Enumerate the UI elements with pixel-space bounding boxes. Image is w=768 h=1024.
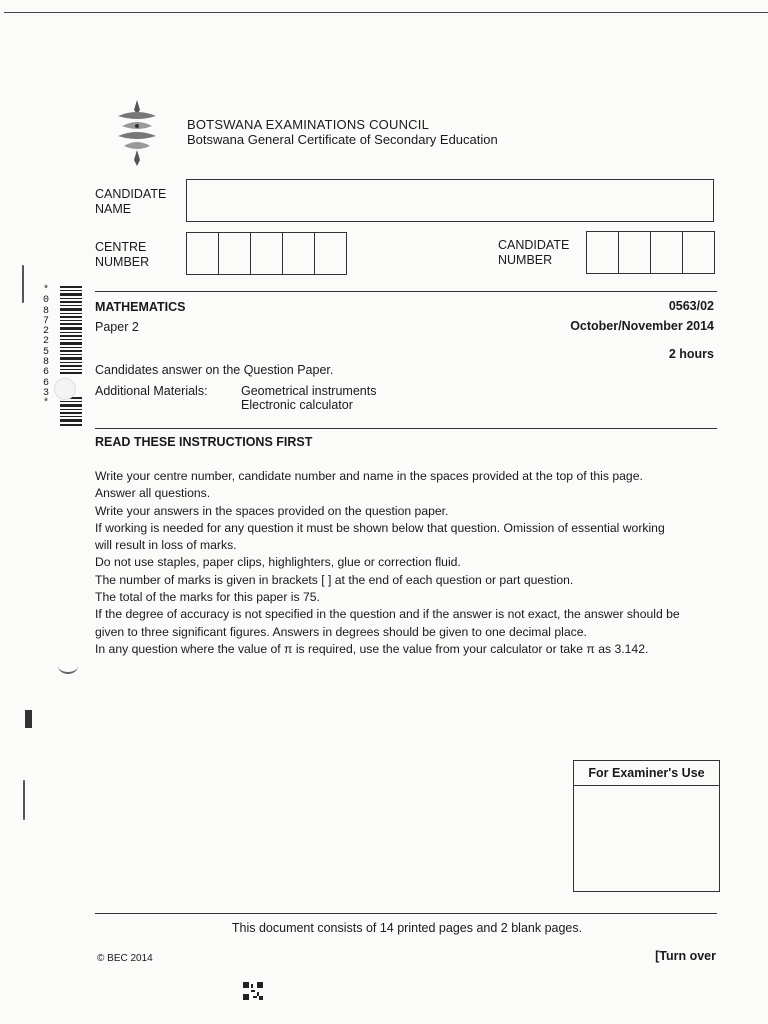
scan-mark (23, 780, 25, 820)
digit-box[interactable] (219, 233, 251, 274)
instruction-line: Write your centre number, candidate number and name in the spaces provided at the top of this page. (95, 469, 643, 483)
page-count-note: This document consists of 14 printed pages and 2 blank pages. (231, 921, 583, 935)
divider (95, 913, 717, 914)
barcode-icon (60, 286, 82, 426)
council-title: BOTSWANA EXAMINATIONS COUNCIL (187, 117, 429, 132)
subject-title: MATHEMATICS (95, 300, 186, 314)
candidate-name-field[interactable] (186, 179, 714, 222)
barcode-char: * (42, 285, 49, 296)
instruction-line: The total of the marks for this paper is 75. (95, 590, 320, 605)
digit-box[interactable] (187, 233, 219, 274)
top-edge-line (4, 12, 768, 13)
instruction-line: If working is needed for any question it must be shown below that question. Omission of essential working (95, 520, 665, 535)
instruction-line: Do not use staples, paper clips, highlighters, glue or correction fluid. (95, 555, 461, 570)
qr-code-icon (243, 982, 263, 1000)
examiner-use-box (573, 760, 720, 892)
instruction-line: will result in loss of marks. (95, 538, 237, 553)
paper-code: 0563/02 (668, 299, 714, 313)
exam-session: October/November 2014 (570, 319, 714, 333)
digit-box[interactable] (651, 232, 683, 273)
paper-number: Paper 2 (95, 320, 139, 334)
additional-material-item: Geometrical instruments (241, 384, 377, 398)
candidate-number-field[interactable] (586, 231, 715, 274)
instruction-line: Write your answers in the spaces provided on the question paper. (95, 503, 449, 518)
digit-box[interactable] (683, 232, 714, 273)
barcode-char: * (42, 398, 49, 410)
additional-materials-label: Additional Materials: (95, 384, 208, 398)
instruction-line: Answer all questions. (95, 486, 211, 501)
bec-logo-icon (114, 100, 160, 166)
barcode-char: 2 (42, 326, 49, 338)
digit-box[interactable] (587, 232, 619, 273)
exam-duration: 2 hours (668, 347, 714, 361)
certificate-title: Botswana General Certificate of Secondary Education (187, 132, 498, 147)
barcode-char: 6 (42, 377, 49, 389)
instruction-line: given to three significant figures. Answers in degrees should be given to one decimal place. (95, 624, 587, 639)
barcode-char: 5 (42, 346, 49, 358)
instruction-line: In any question where the value of π is required, use the value from your calculator or take π as 3.142. (95, 641, 649, 656)
digit-box[interactable] (315, 233, 346, 274)
candidate-number-label: CANDIDATE NUMBER (498, 238, 570, 267)
barcode-char: 7 (42, 315, 49, 327)
barcode-char: 6 (42, 367, 49, 379)
scan-mark (25, 710, 32, 728)
barcode-char: 8 (42, 357, 49, 369)
instructions-list (95, 468, 720, 658)
digit-box[interactable] (251, 233, 283, 274)
instructions-heading: READ THESE INSTRUCTIONS FIRST (95, 435, 313, 449)
examiner-use-title: For Examiner's Use (574, 761, 719, 786)
divider (95, 428, 717, 429)
digit-box[interactable] (619, 232, 651, 273)
centre-number-label: CENTRE NUMBER (95, 240, 150, 269)
barcode-char: 8 (42, 305, 49, 317)
divider (95, 291, 717, 292)
scan-mark (22, 265, 24, 303)
barcode-number (38, 286, 54, 410)
barcode-char: 3 (42, 387, 49, 399)
barcode-char: 0 (42, 295, 49, 307)
punch-hole (54, 378, 76, 400)
barcode-char: 2 (42, 336, 49, 348)
additional-material-item: Electronic calculator (241, 398, 353, 412)
scan-mark (58, 658, 78, 674)
copyright: © BEC 2014 (97, 953, 153, 964)
instruction-line: The number of marks is given in brackets [ ] at the end of each question or part question. (95, 572, 574, 587)
digit-box[interactable] (283, 233, 315, 274)
centre-number-field[interactable] (186, 232, 347, 275)
instruction-line: If the degree of accuracy is not specified in the question and if the answer is not exact, the answer should be (95, 607, 680, 622)
candidate-name-label: CANDIDATE NAME (95, 187, 167, 216)
turn-over-label: [Turn over (655, 949, 716, 963)
answer-on-note: Candidates answer on the Question Paper. (95, 363, 334, 377)
